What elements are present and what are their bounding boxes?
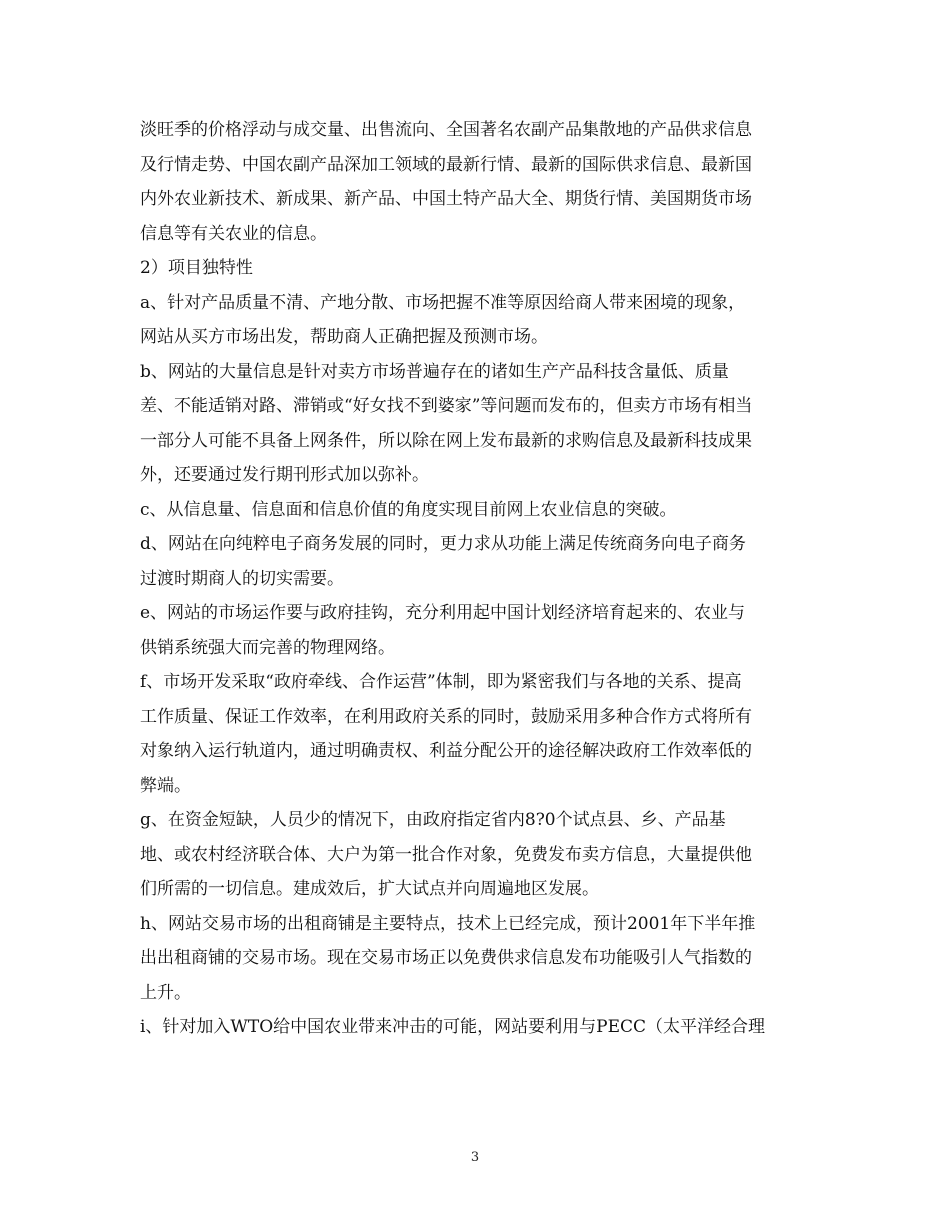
text-line: c、从信息量、信息面和信息价值的角度实现目前网上农业信息的突破。 xyxy=(140,499,677,520)
paragraph-c xyxy=(140,493,816,528)
paragraph-d xyxy=(140,527,816,596)
text-line: 内外农业新技术、新成果、新产品、中国土特产品大全、期货行情、美国期货市场 xyxy=(140,189,752,209)
text-line: e、网站的市场运作要与政府挂钩，充分利用起中国计划经济培育起来的、农业与 xyxy=(140,603,746,623)
paragraph-g xyxy=(140,803,816,907)
text-line: i、针对加入WTO给中国农业带来冲击的可能，网站要利用与PECC（太平洋经合理 xyxy=(140,1017,766,1037)
text-line: 工作质量、保证工作效率，在利用政府关系的同时，鼓励采用多种合作方式将所有 xyxy=(140,706,752,727)
text-line: 供销系统强大而完善的物理网络。 xyxy=(140,637,395,658)
text-line: 出出租商铺的交易市场。现在交易市场正以免费供求信息发布功能吸引人气指数的 xyxy=(140,948,752,968)
paragraph-b xyxy=(140,355,816,493)
paragraph-h xyxy=(140,907,816,1011)
text-line: 网站从买方市场出发，帮助商人正确把握及预测市场。 xyxy=(140,327,548,347)
paragraph-f xyxy=(140,665,816,803)
text-line: 地、或农村经济联合体、大户为第一批合作对象，免费发布卖方信息，大量提供他 xyxy=(140,844,752,865)
paragraph-i xyxy=(140,1010,816,1045)
paragraph-a xyxy=(140,286,816,355)
text-line: 差、不能适销对路、滞销或“好女找不到婆家”等问题而发布的，但卖方市场有相当 xyxy=(140,396,753,416)
text-line: f、市场开发采取“政府牵线、合作运营”体制，即为紧密我们与各地的关系、提高 xyxy=(140,672,742,692)
section-heading xyxy=(140,251,816,286)
paragraph-e xyxy=(140,596,816,665)
text-line: 外，还要通过发行期刊形式加以弥补。 xyxy=(140,465,429,485)
text-line: 淡旺季的价格浮动与成交量、出售流向、全国著名农副产品集散地的产品供求信息 xyxy=(140,120,752,140)
text-line: 对象纳入运行轨道内，通过明确责权、利益分配公开的途径解决政府工作效率低的 xyxy=(140,741,752,761)
text-line: 及行情走势、中国农副产品深加工领域的最新行情、最新的国际供求信息、最新国 xyxy=(140,154,752,175)
text-line: 过渡时期商人的切实需要。 xyxy=(140,568,344,589)
text-line: g、在资金短缺，人员少的情况下，由政府指定省内8?0个试点县、乡、产品基 xyxy=(140,810,726,830)
text-line: 信息等有关农业的信息。 xyxy=(140,223,327,244)
page-number: 3 xyxy=(470,1150,480,1165)
text-line: a、针对产品质量不清、产地分散、市场把握不准等原因给商人带来困境的现象， xyxy=(140,292,746,313)
text-line: 上升。 xyxy=(140,982,191,1003)
text-line: 2）项目独特性 xyxy=(140,258,253,278)
text-line: 一部分人可能不具备上网条件，所以除在网上发布最新的求购信息及最新科技成果 xyxy=(140,430,752,451)
text-line: 们所需的一切信息。建成效后，扩大试点并向周遍地区发展。 xyxy=(140,879,599,899)
text-line: d、网站在向纯粹电子商务发展的同时，更力求从功能上满足传统商务向电子商务 xyxy=(140,534,746,554)
text-line: b、网站的大量信息是针对卖方市场普遍存在的诸如生产产品科技含量低、质量 xyxy=(140,361,729,382)
text-line: 弊端。 xyxy=(140,775,191,796)
body-text xyxy=(140,113,816,1045)
paragraph-info-list xyxy=(140,113,816,251)
text-line: h、网站交易市场的出租商铺是主要特点，技术上已经完成，预计2001年下半年推 xyxy=(140,913,756,934)
